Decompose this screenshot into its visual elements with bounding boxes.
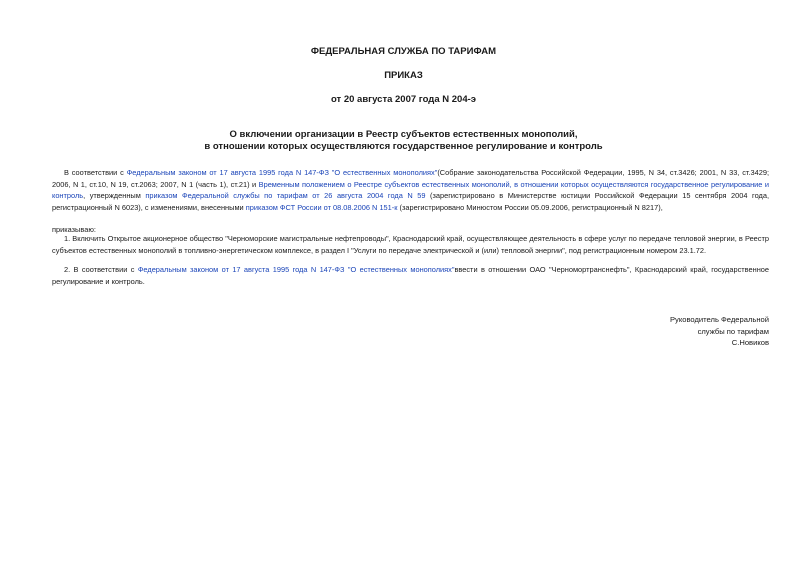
item2-text-1: 2. В соответствии с (64, 265, 138, 274)
temporary-regulation-link[interactable]: Временным положением о Реестре субъектов естественных монополий, в отношении которых осуществляются государственное регулирование и контроль (52, 179, 769, 200)
signature-line-2: службы по тарифам (697, 326, 769, 336)
order-item-1: 1. Включить Открытое акционерное общество "Черноморские магистральные нефтепроводы", Краснодарский край, осуществляющее деятельность в сфере услуг по передаче тепловой энергии, в Реестр субъектов естественных монополий в топливно-энергетическом комплексе, в раздел I "Услуги по передаче электрической и (или) тепловой энергии", под регистрационным номером 23.1.72. (52, 234, 769, 255)
signature-block (670, 314, 769, 349)
title-line-2: в отношении которых осуществляются государственное регулирование и контроль (204, 141, 603, 152)
preamble-text-1: В соответствии с (64, 168, 127, 177)
document-type: ПРИКАЗ (384, 70, 423, 81)
agency-name: ФЕДЕРАЛЬНАЯ СЛУЖБА ПО ТАРИФАМ (310, 46, 497, 57)
document-date-number: от 20 августа 2007 года N 204-э (330, 94, 477, 105)
signature-line-1: Руководитель Федеральной (669, 315, 769, 324)
order-item-2 (52, 264, 769, 287)
preamble-paragraph (52, 167, 769, 213)
fst-order-151k-link[interactable]: приказом ФСТ России от 08.08.2006 N 151-к (245, 202, 398, 212)
preamble-text-2: (Собрание законодательства Российской Федерации, 1995, N 34, ст.3426; 2001, N 33, ст.3429; 2006, N 1, ст.10, N 19, ст.2063; 2007, N 1 (часть 1), ст.21) и (52, 168, 769, 189)
title-line-1: О включении организации в Реестр субъектов естественных монополий, (229, 129, 578, 140)
preamble-text-5: (зарегистрировано Минюстом России 05.09.2006, регистрационный N 8217), (397, 202, 663, 212)
preamble-text-3: , утвержденным (83, 191, 146, 200)
law-147-fz-link[interactable]: Федеральным законом от 17 августа 1995 года N 147-ФЗ "О естественных монополиях" (126, 168, 438, 177)
law-147-fz-link-2[interactable]: Федеральным законом от 17 августа 1995 года N 147-ФЗ "О естественных монополиях" (137, 265, 455, 274)
document-title (0, 129, 807, 153)
signature-name: С.Новиков (731, 338, 769, 347)
fst-order-59-link[interactable]: приказом Федеральной службы по тарифам от 26 августа 2004 года N 59 (145, 191, 426, 200)
ordered-label: приказываю: (52, 225, 96, 234)
preamble-text-4: (зарегистрировано в Министерстве юстиции Российской Федерации 15 сентября 2004 года, регистрационный N 6023), с изменениями, внесенными (52, 191, 769, 212)
item2-text-2: ввести в отношении ОАО "Черномортранснефть", Краснодарский край, государственное регулирование и контроль. (52, 265, 770, 286)
